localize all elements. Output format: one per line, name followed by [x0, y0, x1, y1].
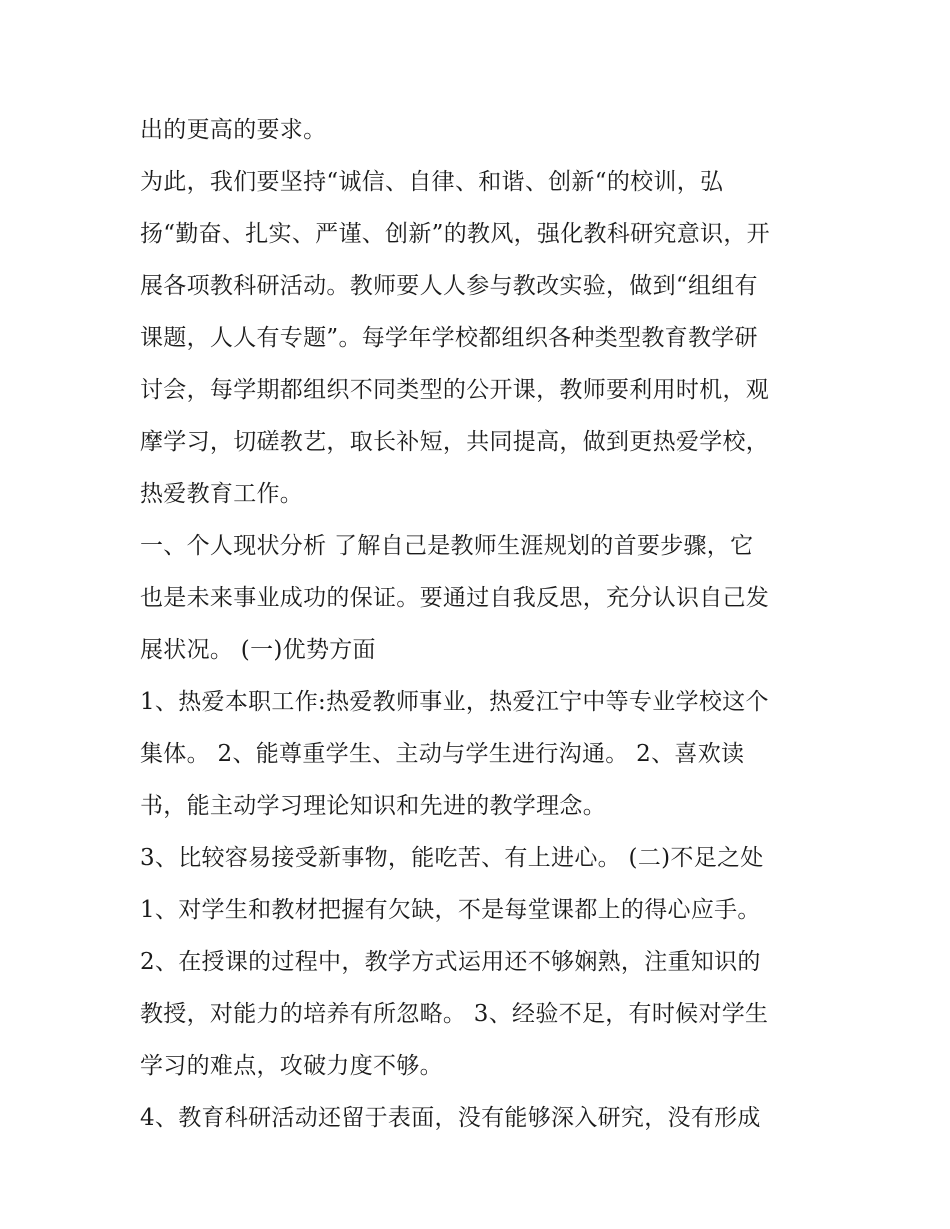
text-line: 展状况。 (一)优势方面	[140, 637, 376, 663]
document-body	[140, 108, 820, 1148]
text-line: 也是未来事业成功的保证。要通过自我反思，充分认识自己发	[140, 585, 770, 611]
text-line: 课题，人人有专题”。每学年学校都组织各种类型教育教学研	[140, 325, 758, 351]
list-item-line: 集体。 2、能尊重学生、主动与学生进行沟通。 2、喜欢读	[140, 741, 745, 767]
text-line: 学习的难点，攻破力度不够。	[140, 1053, 443, 1079]
list-item-line: 1、对学生和教材把握有欠缺，不是每堂课都上的得心应手。	[140, 897, 761, 923]
text-line: 书，能主动学习理论知识和先进的教学理念。	[140, 793, 606, 819]
text-line: 讨会，每学期都组织不同类型的公开课，教师要利用时机，观	[140, 377, 770, 403]
list-item-line: 3、比较容易接受新事物，能吃苦、有上进心。 (二)不足之处	[140, 845, 764, 871]
list-item-line: 1、热爱本职工作:热爱教师事业，热爱江宁中等专业学校这个	[140, 689, 769, 715]
text-line: 出的更高的要求。	[140, 117, 327, 143]
list-item-line: 2、在授课的过程中，教学方式运用还不够娴熟，注重知识的	[140, 949, 761, 975]
text-line: 热爱教育工作。	[140, 481, 304, 507]
text-line: 扬“勤奋、扎实、严谨、创新”的教风，强化教科研究意识，开	[140, 221, 770, 247]
text-line: 为此，我们要坚持“诚信、自律、和谐、创新“的校训，弘	[140, 169, 724, 195]
section-heading-line: 一、个人现状分析 了解自己是教师生涯规划的首要步骤，它	[140, 533, 754, 559]
list-item-line: 4、教育科研活动还留于表面，没有能够深入研究，没有形成	[140, 1105, 761, 1131]
text-line: 摩学习，切磋教艺，取长补短，共同提高，做到更热爱学校，	[140, 429, 770, 455]
text-line: 展各项教科研活动。教师要人人参与教改实验，做到“组组有	[140, 273, 758, 299]
text-line: 教授，对能力的培养有所忽略。 3、经验不足，有时候对学生	[140, 1001, 769, 1027]
